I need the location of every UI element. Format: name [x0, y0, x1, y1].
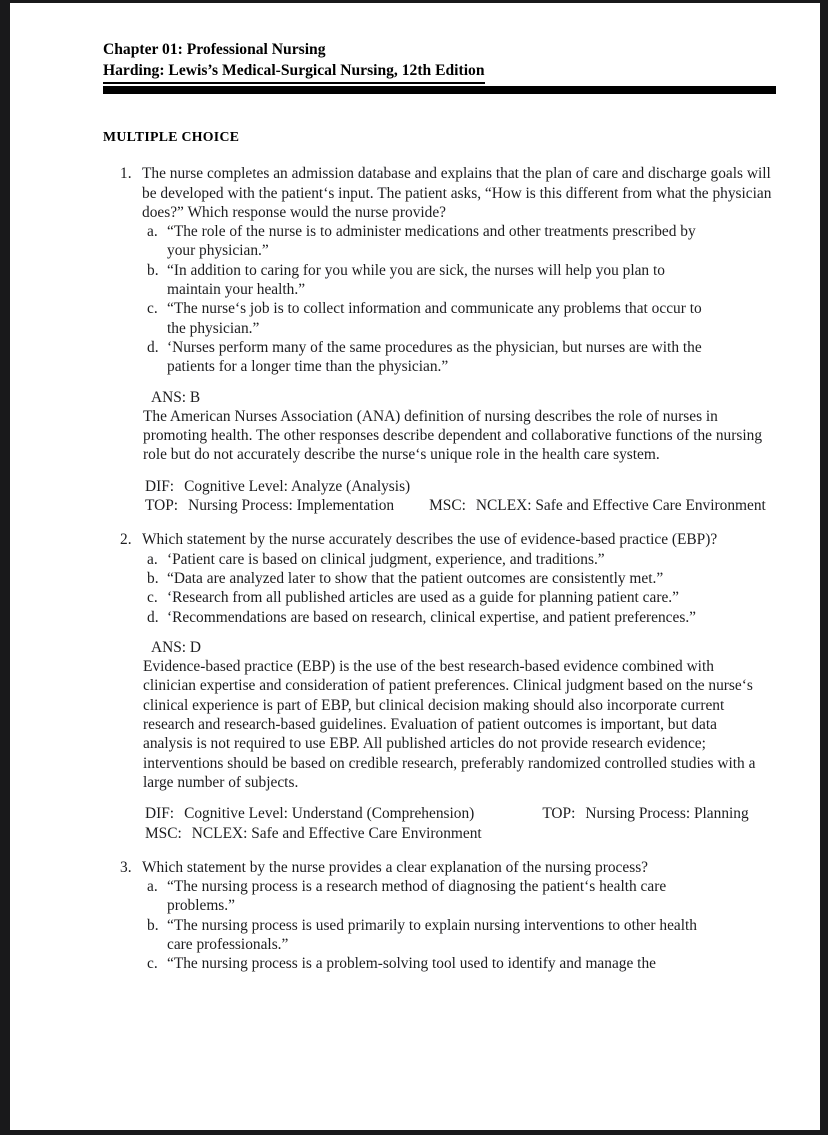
option-row	[147, 608, 820, 627]
book-title-text: Harding: Lewis’s Medical-Surgical Nursing, 12th Edition	[103, 60, 485, 84]
option-letter: c.	[147, 955, 158, 973]
meta-value: Nursing Process: Implementation	[188, 497, 395, 515]
option-text: ‘Nurses perform many of the same procedures as the physician, but nurses are with the patients for a longer time than the physician.”	[167, 338, 702, 376]
option-text: ‘Research from all published articles are used as a guide for planning patient care.”	[167, 589, 679, 607]
question-stem: Which statement by the nurse provides a clear explanation of the nursing process?	[142, 858, 649, 876]
rationale-text: The American Nurses Association (ANA) definition of nursing describes the role of nurses in promoting health. The other responses describe dependent and collaborative functions of the nursing role but do not accurately describe the nurse‘s unique role in the health care system.	[143, 407, 763, 464]
option-text: ‘Patient care is based on clinical judgment, experience, and traditions.”	[167, 550, 605, 568]
question-stem: The nurse completes an admission database and explains that the plan of care and discharge goals will be developed with the patient‘s input. The patient asks, “How is this different from what the physician does?” Which response would the nurse provide?	[142, 165, 772, 221]
option-row	[147, 299, 820, 338]
option-row	[147, 588, 820, 607]
option-text: “The role of the nurse is to administer medications and other treatments prescribed by your physician.”	[167, 223, 696, 260]
rationale-text: Evidence-based practice (EBP) is the use of the best research-based evidence combined with clinician expertise and consideration of patient preferences. Clinical judgment based on the nurse‘s clinical experience is part of EBP, but clinical decision making should also incorporate current research and research-based guidelines. Evaluation of patient outcomes is important, but data analysis is not required to use EBP. All published articles do not provide research evidence; interventions should be based on credible research, preferably randomized controlled studies with a large number of subjects.	[143, 658, 756, 791]
meta-label: MSC:	[429, 497, 466, 515]
question-meta	[145, 477, 820, 516]
meta-label: DIF:	[145, 477, 175, 495]
option-text: “The nurse‘s job is to collect information and communicate any problems that occur to the physician.”	[167, 300, 702, 337]
meta-value: NCLEX: Safe and Effective Care Environment	[191, 824, 482, 842]
meta-label: MSC:	[145, 824, 182, 842]
option-letter: c.	[147, 589, 158, 607]
option-letter: b.	[147, 916, 159, 934]
meta-value: NCLEX: Safe and Effective Care Environment	[475, 497, 766, 515]
option-letter: a.	[147, 223, 158, 241]
meta-row	[145, 477, 820, 496]
question-number: 1.	[120, 165, 132, 183]
option-letter: d.	[147, 338, 159, 356]
book-title	[103, 60, 820, 84]
option-row	[147, 222, 820, 261]
meta-value: Cognitive Level: Analyze (Analysis)	[184, 477, 411, 495]
option-letter: b.	[147, 261, 159, 279]
option-row	[147, 261, 820, 300]
question-stem-row	[103, 858, 820, 877]
question-stem: Which statement by the nurse accurately describes the use of evidence-based practice (EBP)?	[142, 531, 718, 549]
option-row	[147, 550, 820, 569]
question-3	[103, 858, 820, 974]
answer-line: ANS: B	[151, 388, 201, 406]
meta-value: Cognitive Level: Understand (Comprehension)	[184, 805, 475, 823]
option-row	[147, 569, 820, 588]
divider-bar	[103, 86, 776, 94]
option-letter: c.	[147, 300, 158, 318]
question-number: 2.	[120, 531, 132, 549]
option-text: “The nursing process is used primarily to explain nursing interventions to other health care professionals.”	[167, 916, 698, 953]
option-text: “The nursing process is a problem-solving tool used to identify and manage the	[167, 955, 656, 973]
option-row	[147, 954, 820, 973]
meta-row	[145, 824, 820, 843]
option-row	[147, 338, 820, 377]
question-stem-row	[103, 164, 820, 222]
section-title: MULTIPLE CHOICE	[103, 129, 240, 144]
meta-label: DIF:	[145, 805, 175, 823]
question-meta	[145, 804, 820, 843]
option-row	[147, 877, 820, 916]
document-body	[10, 3, 820, 974]
question-1	[103, 164, 820, 515]
meta-label: TOP:	[145, 497, 179, 515]
option-row	[147, 916, 820, 955]
option-text: “Data are analyzed later to show that the patient outcomes are consistently met.”	[167, 569, 664, 587]
question-2	[103, 530, 820, 842]
question-stem-row	[103, 530, 820, 549]
option-letter: b.	[147, 569, 159, 587]
option-letter: a.	[147, 878, 158, 896]
option-text: “In addition to caring for you while you are sick, the nurses will help you plan to maintain your health.”	[167, 261, 665, 299]
meta-label: TOP:	[542, 805, 576, 823]
answer-line: ANS: D	[151, 638, 202, 656]
option-text: “The nursing process is a research method of diagnosing the patient‘s health care problems.”	[167, 878, 667, 915]
meta-value: Nursing Process: Planning	[585, 805, 749, 823]
option-text: ‘Recommendations are based on research, clinical expertise, and patient preferences.”	[167, 608, 697, 626]
option-letter: a.	[147, 550, 158, 568]
option-letter: d.	[147, 608, 159, 626]
meta-row	[145, 804, 820, 823]
meta-row	[145, 496, 820, 515]
question-number: 3.	[120, 858, 132, 876]
chapter-title: Chapter 01: Professional Nursing	[103, 41, 326, 58]
